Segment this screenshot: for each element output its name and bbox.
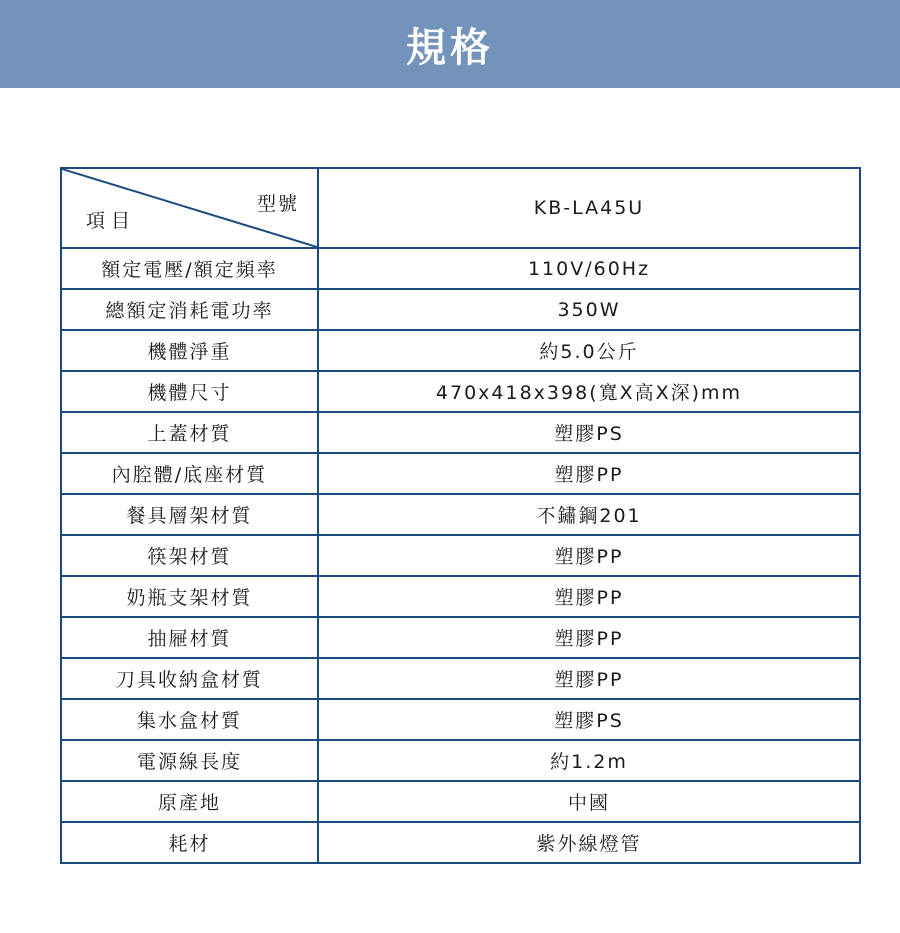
row-value: 塑膠PS (318, 412, 860, 453)
row-label: 機體淨重 (61, 330, 318, 371)
corner-header-cell (61, 168, 318, 248)
table-header-row (61, 168, 860, 248)
row-label: 機體尺寸 (61, 371, 318, 412)
header-bar (0, 0, 900, 88)
row-value: 中國 (318, 781, 860, 822)
table-row (61, 330, 860, 371)
table-row (61, 781, 860, 822)
row-label: 抽屜材質 (61, 617, 318, 658)
row-label: 餐具層架材質 (61, 494, 318, 535)
row-value: 塑膠PP (318, 658, 860, 699)
table-row (61, 371, 860, 412)
row-value: 塑膠PP (318, 617, 860, 658)
table-row (61, 412, 860, 453)
model-header-label: 型號 (256, 193, 299, 215)
table-row (61, 658, 860, 699)
table-row (61, 740, 860, 781)
row-value: 塑膠PS (318, 699, 860, 740)
row-value: 紫外線燈管 (318, 822, 860, 863)
row-value: 約1.2m (318, 740, 860, 781)
table-row (61, 617, 860, 658)
row-value: 塑膠PP (318, 453, 860, 494)
row-label: 原產地 (61, 781, 318, 822)
row-value: 不鏽鋼201 (318, 494, 860, 535)
spec-table (60, 167, 861, 864)
model-value: KB-LA45U (318, 168, 860, 248)
row-label: 筷架材質 (61, 535, 318, 576)
row-value: 塑膠PP (318, 535, 860, 576)
table-row (61, 494, 860, 535)
row-label: 內腔體/底座材質 (61, 453, 318, 494)
table-row (61, 535, 860, 576)
row-label: 總額定消耗電功率 (61, 289, 318, 330)
row-label: 上蓋材質 (61, 412, 318, 453)
table-row (61, 453, 860, 494)
table-row (61, 699, 860, 740)
row-label: 集水盒材質 (61, 699, 318, 740)
table-row (61, 822, 860, 863)
row-label: 刀具收納盒材質 (61, 658, 318, 699)
row-label: 額定電壓/額定頻率 (61, 248, 318, 289)
row-value: 110V/60Hz (318, 248, 860, 289)
table-row (61, 289, 860, 330)
row-label: 耗材 (61, 822, 318, 863)
row-value: 塑膠PP (318, 576, 860, 617)
page-title: 規格 (406, 24, 494, 71)
row-value: 350W (318, 289, 860, 330)
item-header-label: 項目 (86, 210, 137, 232)
row-label: 電源線長度 (61, 740, 318, 781)
row-value: 約5.0公斤 (318, 330, 860, 371)
table-row (61, 576, 860, 617)
row-label: 奶瓶支架材質 (61, 576, 318, 617)
table-row (61, 248, 860, 289)
row-value: 470x418x398(寬X高X深)mm (318, 371, 860, 412)
